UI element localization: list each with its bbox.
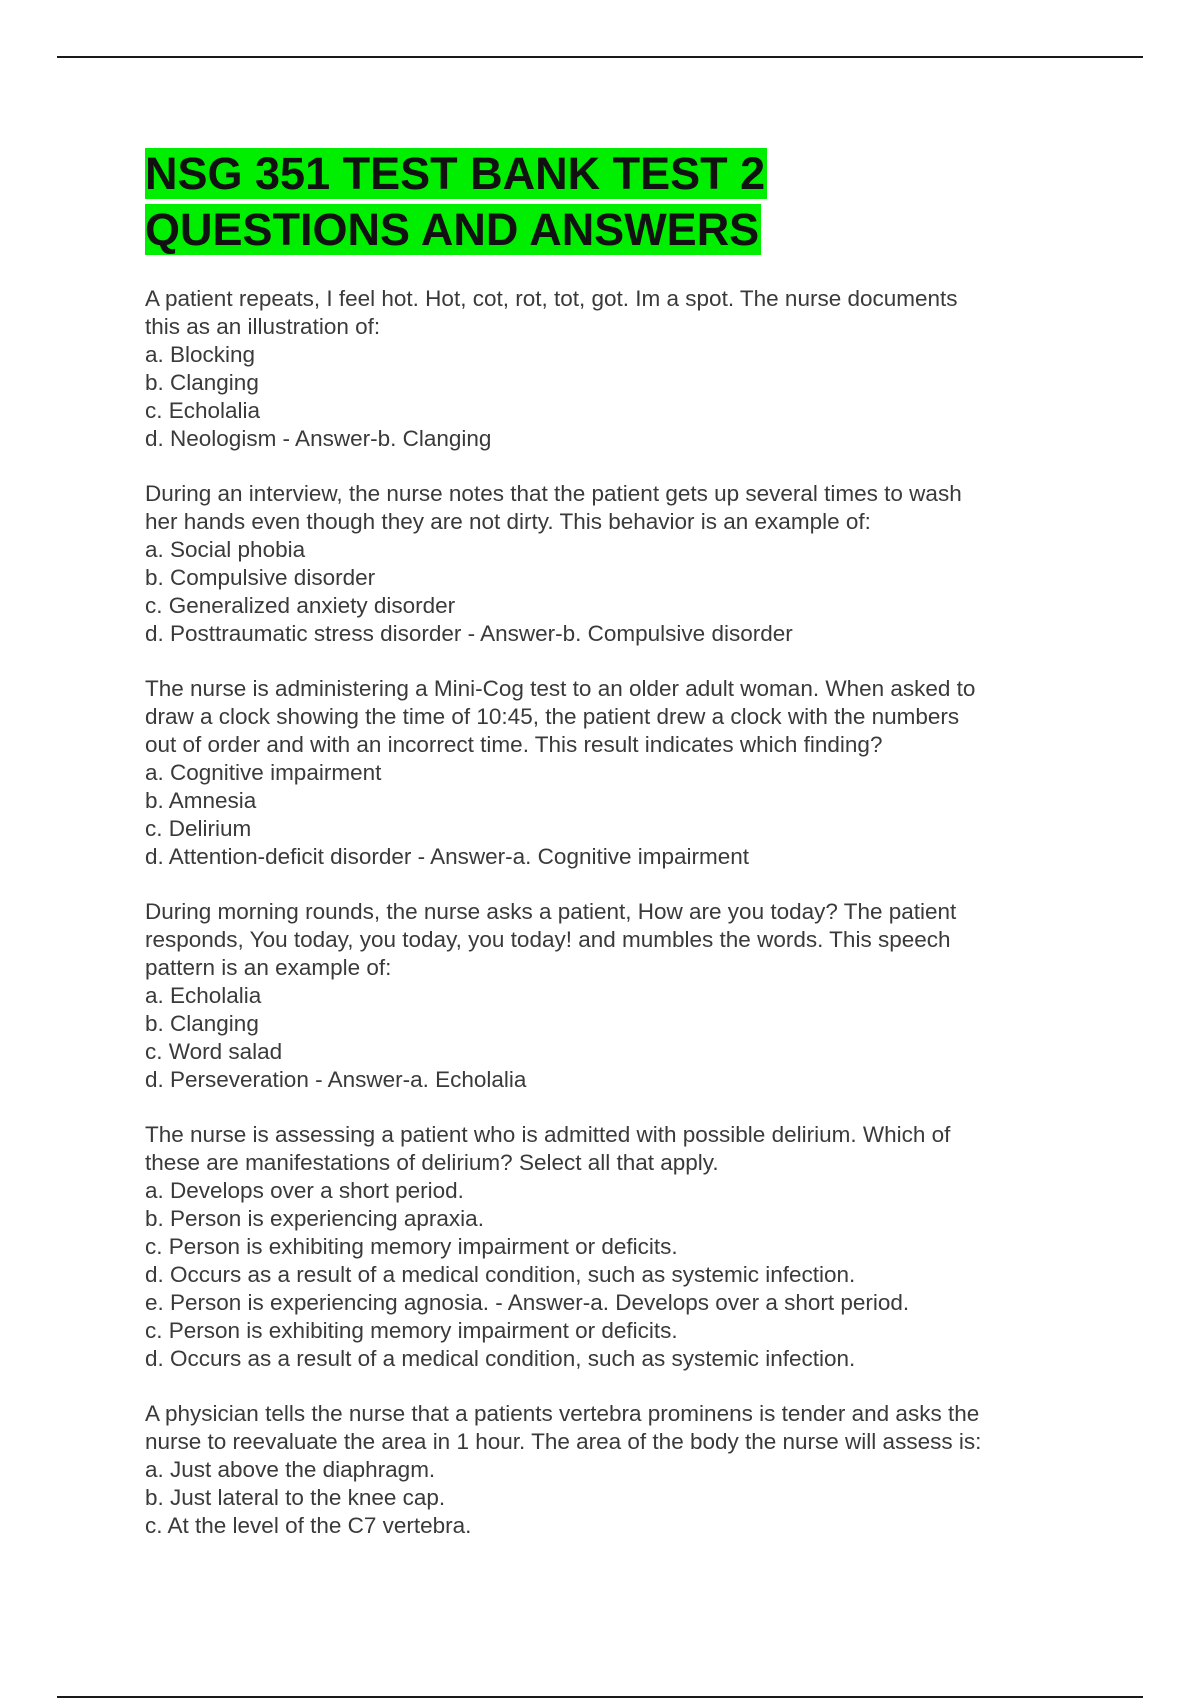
question-block — [145, 285, 1075, 453]
question-line: d. Attention-deficit disorder - Answer-a. Cognitive impairment — [145, 844, 750, 869]
question-text: The nurse is administering a Mini-Cog test to an older adult woman. When asked to — [145, 676, 976, 701]
question-line: this as an illustration of: — [145, 314, 381, 339]
top-rule — [57, 56, 1143, 58]
question-text: The nurse is assessing a patient who is admitted with possible delirium. Which of — [145, 1122, 951, 1147]
question-line: out of order and with an incorrect time. This result indicates which finding? — [145, 732, 883, 757]
question-block — [145, 898, 1075, 1094]
question-line: b. Just lateral to the knee cap. — [145, 1485, 446, 1510]
question-line: b. Clanging — [145, 1011, 259, 1036]
question-line: responds, You today, you today, you today! and mumbles the words. This speech — [145, 927, 951, 952]
document-body — [145, 146, 1075, 1567]
question-line: b. Amnesia — [145, 788, 257, 813]
question-line: b. Compulsive disorder — [145, 565, 376, 590]
question-line: c. Word salad — [145, 1039, 283, 1064]
question-line: a. Blocking — [145, 342, 256, 367]
title-line-2: QUESTIONS AND ANSWERS — [145, 204, 760, 255]
question-line: a. Develops over a short period. — [145, 1178, 464, 1203]
question-text: A physician tells the nurse that a patients vertebra prominens is tender and asks the — [145, 1401, 980, 1426]
question-line: e. Person is experiencing agnosia. - Answer-a. Develops over a short period. — [145, 1290, 910, 1315]
question-line: a. Just above the diaphragm. — [145, 1457, 436, 1482]
question-block — [145, 1400, 1075, 1540]
question-line: these are manifestations of delirium? Select all that apply. — [145, 1150, 719, 1175]
question-line: c. Person is exhibiting memory impairment or deficits. — [145, 1318, 678, 1343]
question-line: her hands even though they are not dirty. This behavior is an example of: — [145, 509, 871, 534]
document-title — [145, 146, 1075, 258]
question-line: a. Echolalia — [145, 983, 262, 1008]
question-line: d. Occurs as a result of a medical condition, such as systemic infection. — [145, 1262, 856, 1287]
question-text: A patient repeats, I feel hot. Hot, cot, rot, tot, got. Im a spot. The nurse documents — [145, 286, 958, 311]
question-line: d. Neologism - Answer-b. Clanging — [145, 426, 492, 451]
question-line: c. At the level of the C7 vertebra. — [145, 1513, 472, 1538]
question-line: a. Cognitive impairment — [145, 760, 382, 785]
question-list — [145, 285, 1075, 1540]
question-line: c. Person is exhibiting memory impairment or deficits. — [145, 1234, 678, 1259]
question-line: nurse to reevaluate the area in 1 hour. The area of the body the nurse will assess is: — [145, 1429, 982, 1454]
question-line: a. Social phobia — [145, 537, 306, 562]
question-line: c. Delirium — [145, 816, 252, 841]
question-line: b. Person is experiencing apraxia. — [145, 1206, 484, 1231]
question-block — [145, 480, 1075, 648]
question-text: During an interview, the nurse notes that the patient gets up several times to wash — [145, 481, 962, 506]
question-line: draw a clock showing the time of 10:45, the patient drew a clock with the numbers — [145, 704, 960, 729]
question-line: d. Posttraumatic stress disorder - Answer-b. Compulsive disorder — [145, 621, 793, 646]
title-highlight — [145, 148, 767, 255]
question-line: c. Generalized anxiety disorder — [145, 593, 456, 618]
question-line: d. Perseveration - Answer-a. Echolalia — [145, 1067, 527, 1092]
bottom-rule — [57, 1696, 1143, 1698]
title-line-1: NSG 351 TEST BANK TEST 2 — [145, 148, 766, 199]
question-line: pattern is an example of: — [145, 955, 392, 980]
question-line: b. Clanging — [145, 370, 259, 395]
question-block — [145, 1121, 1075, 1373]
question-text: During morning rounds, the nurse asks a patient, How are you today? The patient — [145, 899, 957, 924]
question-block — [145, 675, 1075, 871]
question-line: c. Echolalia — [145, 398, 261, 423]
question-line: d. Occurs as a result of a medical condition, such as systemic infection. — [145, 1346, 856, 1371]
